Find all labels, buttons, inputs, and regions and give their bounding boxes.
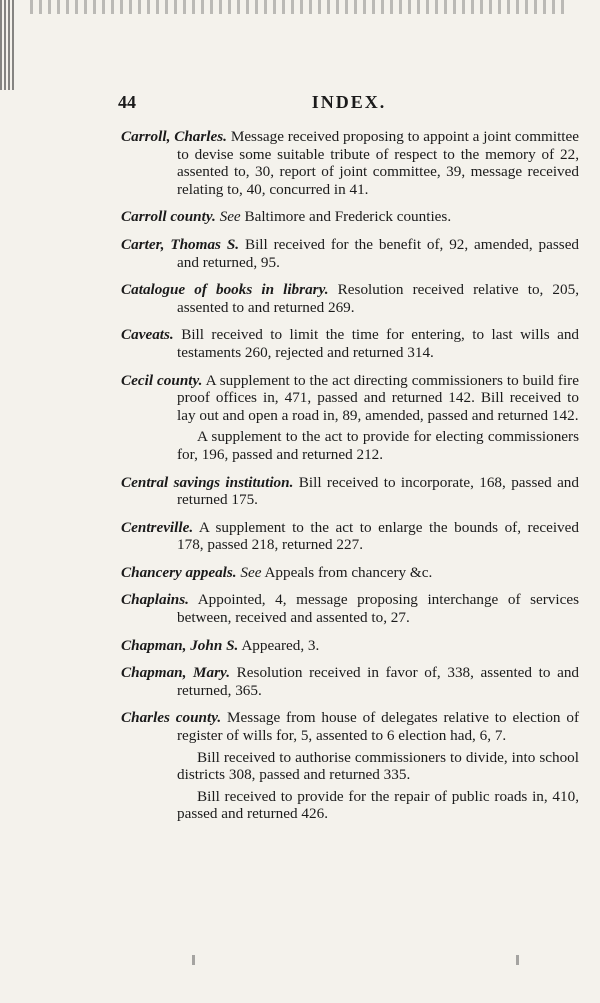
entry-text: Appeared, 3. [241,636,320,654]
entry-heading: Caveats. [121,326,174,344]
entry-text: Bill received for the benefit of, 92, amended, passed and returned, 95. [177,235,580,271]
print-speck [516,955,519,965]
entry-heading: Carter, Thomas S. [121,235,240,253]
index-entry [121,326,579,361]
entry-text: A supplement to the act directing commissioners to build fire proof offices in, 471, passed and returned 142. Bill received to lay out and open a road in, 89, amended, passed and returned 142. [177,371,579,424]
index-entry [121,709,579,823]
index-entry [121,128,579,198]
entry-heading: Carroll county. [121,208,216,226]
entry-heading: Chapman, Mary. [121,664,231,682]
binding-edge [0,0,14,90]
index-entry [121,281,579,316]
index-entry [121,664,579,699]
index-entry [121,564,579,582]
entry-text: Resolution received relative to, 205, assented to and returned 269. [177,281,580,316]
entry-text: Resolution received in favor of, 338, assented to and returned, 365. [177,664,580,699]
entry-subparagraph: Bill received to provide for the repair of public roads in, 410, passed and returned 426. [177,787,579,823]
index-entry [121,208,579,226]
see-reference: See [219,208,241,226]
entry-text: Appeals from chancery &c. [264,563,433,581]
index-entry [121,519,579,554]
entry-heading: Carroll, Charles. [121,128,227,145]
entry-heading: Cecil county. [121,371,203,389]
index-entry [121,372,579,464]
running-title: INDEX. [311,92,387,112]
index-entry [121,474,579,509]
entry-text: Message received proposing to appoint a joint committee to devise some suitable tribute of respect to the memory of 22, assented to, 30, report of joint committee, 39, message received relating to, 40, concurred in 41. [177,128,580,198]
entry-heading: Chaplains. [121,591,189,609]
entry-text: A supplement to the act to enlarge the bounds of, received 178, passed 218, returned 227. [177,518,579,554]
entry-text: Message from house of delegates relative to election of register of wills for, 5, assented to 6 election had, 6, 7. [177,709,579,745]
entry-heading: Central savings institution. [121,473,294,491]
index-entry [121,591,579,626]
bleed-through-marks [30,0,570,14]
entry-subparagraph: Bill received to authorise commissioners to divide, into school districts 308, passed and returned 335. [177,748,579,784]
index-entry [121,236,579,271]
entry-subparagraph: A supplement to the act to provide for electing commissioners for, 196, passed and returned 212. [177,428,579,463]
page-number: 44 [118,92,136,112]
entry-text: Bill received to incorporate, 168, passed and returned 175. [177,473,579,509]
entry-text: Bill received to limit the time for entering, to last wills and testaments 260, rejected and returned 314. [177,326,580,361]
entry-heading: Centreville. [121,518,194,536]
page-header [118,92,580,116]
index-entries [121,128,579,833]
entry-heading: Chancery appeals. [121,563,237,581]
entry-heading: Chapman, John S. [121,636,239,654]
entry-heading: Catalogue of books in library. [121,281,329,299]
entry-heading: Charles county. [121,709,222,727]
see-reference: See [240,563,262,581]
entry-text: Appointed, 4, message proposing interchange of services between, received and assented to, 27. [177,591,579,627]
print-speck [192,955,195,965]
index-entry [121,637,579,655]
entry-text: Baltimore and Frederick counties. [244,208,452,226]
